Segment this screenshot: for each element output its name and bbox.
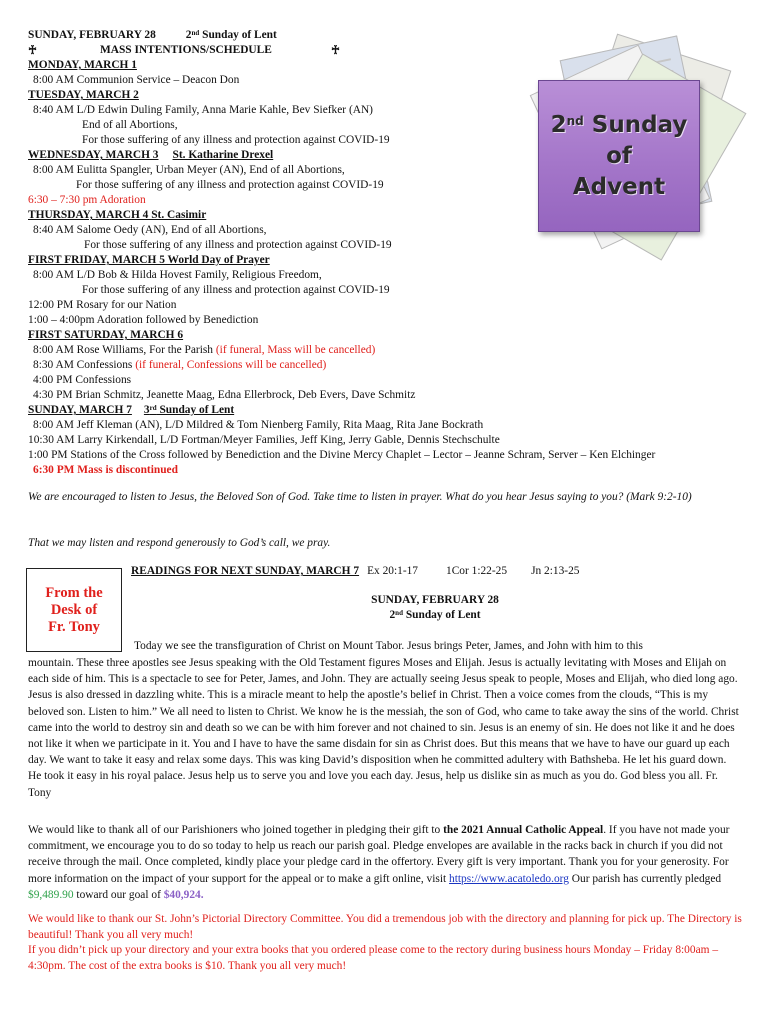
homily-first-line: Today we see the transfiguration of Christ on Mount Tabor. Jesus brings Peter, James, and John with him to this xyxy=(134,640,643,652)
reflection-paragraph: We are encouraged to listen to Jesus, the Beloved Son of God. Take time to listen in prayer. What do you hear Jesus saying to you? (Mark 9:2-10) xyxy=(28,491,692,503)
mass-line: 8:00 AM Eulitta Spangler, Urban Meyer (AN), End of all Abortions, xyxy=(33,164,345,176)
adoration-line: 6:30 – 7:30 pm Adoration xyxy=(28,194,146,206)
mass-line xyxy=(33,343,375,358)
schedule-header xyxy=(28,28,277,43)
schedule-title: MASS INTENTIONS/SCHEDULE xyxy=(100,44,272,56)
homily-date: SUNDAY, FEBRUARY 28 xyxy=(371,594,499,606)
reading-3: Jn 2:13-25 xyxy=(531,565,580,577)
mass-line: End of all Abortions, xyxy=(82,119,178,131)
confession-line xyxy=(33,358,326,373)
appeal-text: . If you have not made your commitment, we encourage you to do so today to help us reach our parish goal. Pledge envelopes are available in the racks back in church if you did not receive through the mail. Once completed, kindly place your pledge card in the offertory. Every gift is very important. Thank you for your generosity. For more information on the impact of your support for the appeal or to make a gift online, visit xyxy=(28,824,730,885)
desk-line-1: From the xyxy=(45,584,103,601)
advent-sunday: Sunday xyxy=(583,111,688,138)
advent-card xyxy=(538,80,700,232)
mass-line: 8:40 AM Salome Oedy (AN), End of all Abortions, xyxy=(33,224,267,236)
adoration-line: 1:00 – 4:00pm Adoration followed by Benediction xyxy=(28,314,259,326)
mass-line: 8:00 AM Communion Service – Deacon Don xyxy=(33,74,240,86)
day-heading-monday: MONDAY, MARCH 1 xyxy=(28,59,137,71)
goal-amount: $40,924 xyxy=(163,888,201,901)
readings-label: READINGS FOR NEXT SUNDAY, MARCH 7 xyxy=(131,565,360,577)
mass-line: 4:30 PM Brian Schmitz, Jeanette Maag, Edna Ellerbrock, Deb Evers, Dave Schmitz xyxy=(33,389,416,401)
wednesday-saint: St. Katharine Drexel xyxy=(172,149,274,161)
goal-period: . xyxy=(200,888,204,901)
day-heading-tuesday: TUESDAY, MARCH 2 xyxy=(28,89,139,101)
mass-line: For those suffering of any illness and protection against COVID-19 xyxy=(84,239,392,251)
reading-2: 1Cor 1:22-25 xyxy=(446,565,508,577)
homily-sunday-rest: Sunday of Lent xyxy=(402,609,481,621)
appeal-text: Our parish has currently pledged xyxy=(568,872,722,885)
day-heading-sunday xyxy=(28,403,234,418)
desk-line-2: Desk of xyxy=(50,601,98,618)
mass-line: For those suffering of any illness and protection against COVID-19 xyxy=(82,284,390,296)
mass-line: 8:00 AM L/D Bob & Hilda Hovest Family, Religious Freedom, xyxy=(33,269,322,281)
mass-line: 8:40 AM L/D Edwin Duling Family, Anna Marie Kahle, Bev Siefker (AN) xyxy=(33,104,373,116)
cross-icon: ♰ xyxy=(28,43,37,57)
readings-row xyxy=(131,564,580,579)
wednesday-date: WEDNESDAY, MARCH 3 xyxy=(28,149,159,161)
header-sunday-num: 2 xyxy=(185,29,192,41)
desk-line-3: Fr. Tony xyxy=(48,618,100,635)
reflection-prayer: That we may listen and respond generously to God’s call, we pray. xyxy=(28,537,331,549)
mass-line: For those suffering of any illness and protection against COVID-19 xyxy=(76,179,384,191)
pledged-amount: $9,489.90 xyxy=(28,888,74,901)
day-heading-wednesday xyxy=(28,148,273,163)
stations-line: 1:00 PM Stations of the Cross followed by Benediction and the Divine Mercy Chaplet – Lector – Jeanne Schram, Server – Ken Elchinger xyxy=(28,449,656,461)
funeral-note: (if funeral, Mass will be cancelled) xyxy=(215,344,376,356)
discontinued-note: 6:30 PM Mass is discontinued xyxy=(33,464,178,476)
directory-pickup: If you didn’t pick up your directory and your extra books that you ordered please come to the rectory during business hours Monday – Friday 8:00am – 4:30pm. The cost of the extra books is $10. Thank you all very much! xyxy=(28,944,719,973)
advent-sup: nd xyxy=(566,113,584,128)
reading-1: Ex 20:1-17 xyxy=(367,565,418,577)
directory-thanks: We would like to thank our St. John’s Pictorial Directory Committee. You did a tremendous job with the directory and planning for pick up. The Directory is beautiful! Thank you all very much! xyxy=(28,913,742,942)
advent-line-3: Advent xyxy=(572,173,666,200)
mass-line: 8:00 AM Jeff Kleman (AN), L/D Mildred & Tom Nienberg Family, Rita Maag, Rita Jane Bockrath xyxy=(33,419,484,431)
mass-line-text: 8:00 AM Rose Williams, For the Parish xyxy=(33,344,216,356)
advent-graphic xyxy=(530,42,726,244)
day-heading-thursday: THURSDAY, MARCH 4 St. Casimir xyxy=(28,209,207,221)
cross-icon: ♰ xyxy=(331,43,340,57)
confession-line: 4:00 PM Confessions xyxy=(33,374,132,386)
header-sunday-rest: Sunday of Lent xyxy=(199,29,277,41)
appeal-link[interactable]: https://www.acatoledo.org xyxy=(449,872,569,885)
rosary-line: 12:00 PM Rosary for our Nation xyxy=(28,299,177,311)
homily-sunday-sup: nd xyxy=(395,609,403,617)
appeal-text: We would like to thank all of our Parishioners who joined together in pledging their gift to xyxy=(28,824,444,836)
appeal-text: toward our goal of xyxy=(73,888,164,901)
funeral-note: (if funeral, Confessions will be cancelled) xyxy=(135,359,327,371)
header-date: SUNDAY, FEBRUARY 28 xyxy=(28,29,156,41)
appeal-name: the 2021 Annual Catholic Appeal xyxy=(443,824,604,836)
homily-sunday xyxy=(0,608,770,623)
appeal-paragraph xyxy=(28,822,742,903)
day-heading-friday: FIRST FRIDAY, MARCH 5 World Day of Prayer xyxy=(28,254,270,266)
advent-line-1 xyxy=(551,110,688,141)
homily-sunday-num: 2 xyxy=(389,609,396,621)
sunday-sup: rd xyxy=(149,404,157,412)
day-heading-saturday: FIRST SATURDAY, MARCH 6 xyxy=(28,329,184,341)
sunday-date: SUNDAY, MARCH 7 xyxy=(28,404,132,416)
advent-line-2: of xyxy=(606,142,632,169)
confession-text: 8:30 AM Confessions xyxy=(33,359,136,371)
header-sunday-sup: nd xyxy=(191,29,200,37)
sunday-num: 3 xyxy=(143,404,150,416)
sunday-rest: Sunday of Lent xyxy=(156,404,235,416)
advent-num: 2 xyxy=(550,111,567,138)
mass-line: 10:30 AM Larry Kirkendall, L/D Fortman/Meyer Families, Jeff King, Jerry Gable, Dennis Stechschulte xyxy=(28,434,500,446)
mass-line: For those suffering of any illness and protection against COVID-19 xyxy=(82,134,390,146)
homily-body: mountain. These three apostles see Jesus speaking with the Old Testament figures Moses and Elijah. Jesus is actually levitating with Moses and Elijah on each side of him. This is a spectacle to see for Peter, James, and John. They are actually seeing Jesus speak to people, Moses and Elijah, who died long ago. Jesus is also dressed in dazzling white. This is a miracle meant to help the apostle’s belief in Christ. Then a voice comes from the clouds, “This is my beloved son. Listen to him.” We all need to listen to Christ. We know he is the messiah, the son of God, who came to take away the sins of the world. Christ came into the world to destroy sin and death so we can be with him forever and not chained to sin. Jesus is an enemy of sin. He does not like it and he does not like it when we participate in it. You and I have to have the same disdain for sin as Christ does. But this means that we have to have our guard up each day. We want to take it easy and relax some days. This was king David’s disposition when he committed adultery with Bathsheba. He let his guard down. He took it easy in his royal palace. Jesus help us to serve you and love you each day. Jesus, help us dislike sin as much as you do. God bless you all. Fr. Tony xyxy=(28,657,739,799)
schedule-title-row xyxy=(28,43,358,59)
